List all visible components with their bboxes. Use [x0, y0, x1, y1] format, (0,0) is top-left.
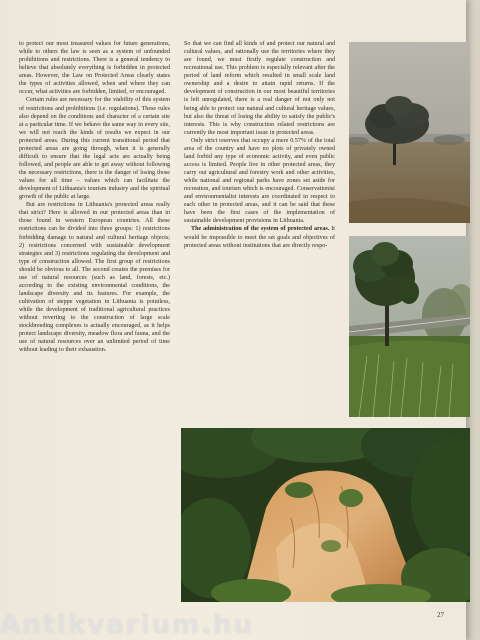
- section-heading: The administration of the system of protected areas.: [191, 226, 330, 233]
- watermark: Antikvarium.hu: [0, 610, 254, 640]
- tree-road-image: [349, 236, 470, 417]
- photo-misty-tree: [349, 42, 470, 223]
- paragraph: So that we can find all kinds of and protect our natural and cultural values, and rationally use the territories where they are found, we must firstly regulate construction and recreational use. This problem is especially relevant after the period of land reform which resulted in small scale land ownership and a desire to attain rapid returns. If the development of construction in our most beautiful territories is left unregulated, there is a real danger of not only not being able to protect our natural and cultural heritage values, but also the threat of losing the ability to satisfy the public's interests. This is why construction related restrictions are currently the most important issue in protected areas.: [184, 41, 335, 136]
- text-column-left: [19, 40, 170, 610]
- misty-tree-image: [349, 42, 470, 223]
- photo-tree-and-road: [349, 236, 470, 417]
- paragraph: Only strict reserves that occupy a mere 0.57% of the total area of the country and have no plots of privately owned land forbid any type of economic activity, and even public access is limited. People live in other protected areas, they carry out agricultural and forestry work and other activities, while national and regional parks have zones set aside for recreation, and tourism which is encouraged. Conservationist and environmentalist interests are coordinated in respect to each other in protected areas, and it can be said that these have been the first cases of the implementation of sustainable development provisions in Lithuania.: [184, 137, 335, 225]
- eroded-cliff-image: [181, 428, 470, 602]
- paragraph: But are restrictions in Lithuania's protected areas really that strict? Here is allowed in our protected areas than in those found in western European countries. All these restrictions can be divided into three groups: 1) restrictions forbidding damage to natural and cultural heritage objects; 2) restrictions concerned with sustainable development strategies and 3) restrictions regulating the development and type of construction allowed. The first group of restrictions should be obvious to all. The second creates the premises for use of natural resources (such as land, forests, etc.) according to the existing environmental conditions, the landscape diversity and its features. For example, the cultivation of steppe vegetation in Lithuania is pointless, while the development of traditional agricultural practices without reverting to the construction of large scale stockbreeding complexes is actually encouraged, as it helps protect landscape diversity, meadow flora and fauna, and the use of natural resources over an unlimited period of time without leading to their exhaustion.: [19, 202, 170, 354]
- page-number: 27: [437, 611, 444, 619]
- paragraph: Certain rules are necessary for the viability of this system of restrictions and prohibitions (i.e. regulations). These rules also depend on the conditions and character of a certain site at a particular time. If we behave the same way in every site, we will not reach the kinds of results we expect in our protected areas. During this current transitional period that protected areas are going through, when it is generally difficult to ensure that the legal acts are actually being followed, and people are able to get away without following the necessary restrictions, there is the danger of losing those values for all time – values which can facilitate the development of Lithuania's tourism industry and the spiritual growth of the public at large.: [19, 97, 170, 201]
- text-column-right: [184, 40, 335, 370]
- paragraph: [184, 225, 335, 249]
- paragraph: to protect our most treasured values for future generations, while to others the law is seen as a system of unfounded prohibitions and restrictions. There is a general tendency to believe that absolutely everything is forbidden in protected areas. However, the Law on Protected Areas clearly states the types of activities allowed, when and where they can occur, what activities are forbidden, limited, or encouraged.: [19, 41, 170, 96]
- paragraph-text: It would be impossible to meet the set goals and objectives of protected areas without institutions that are directly respo-: [184, 226, 336, 249]
- photo-eroded-cliff: [181, 428, 470, 602]
